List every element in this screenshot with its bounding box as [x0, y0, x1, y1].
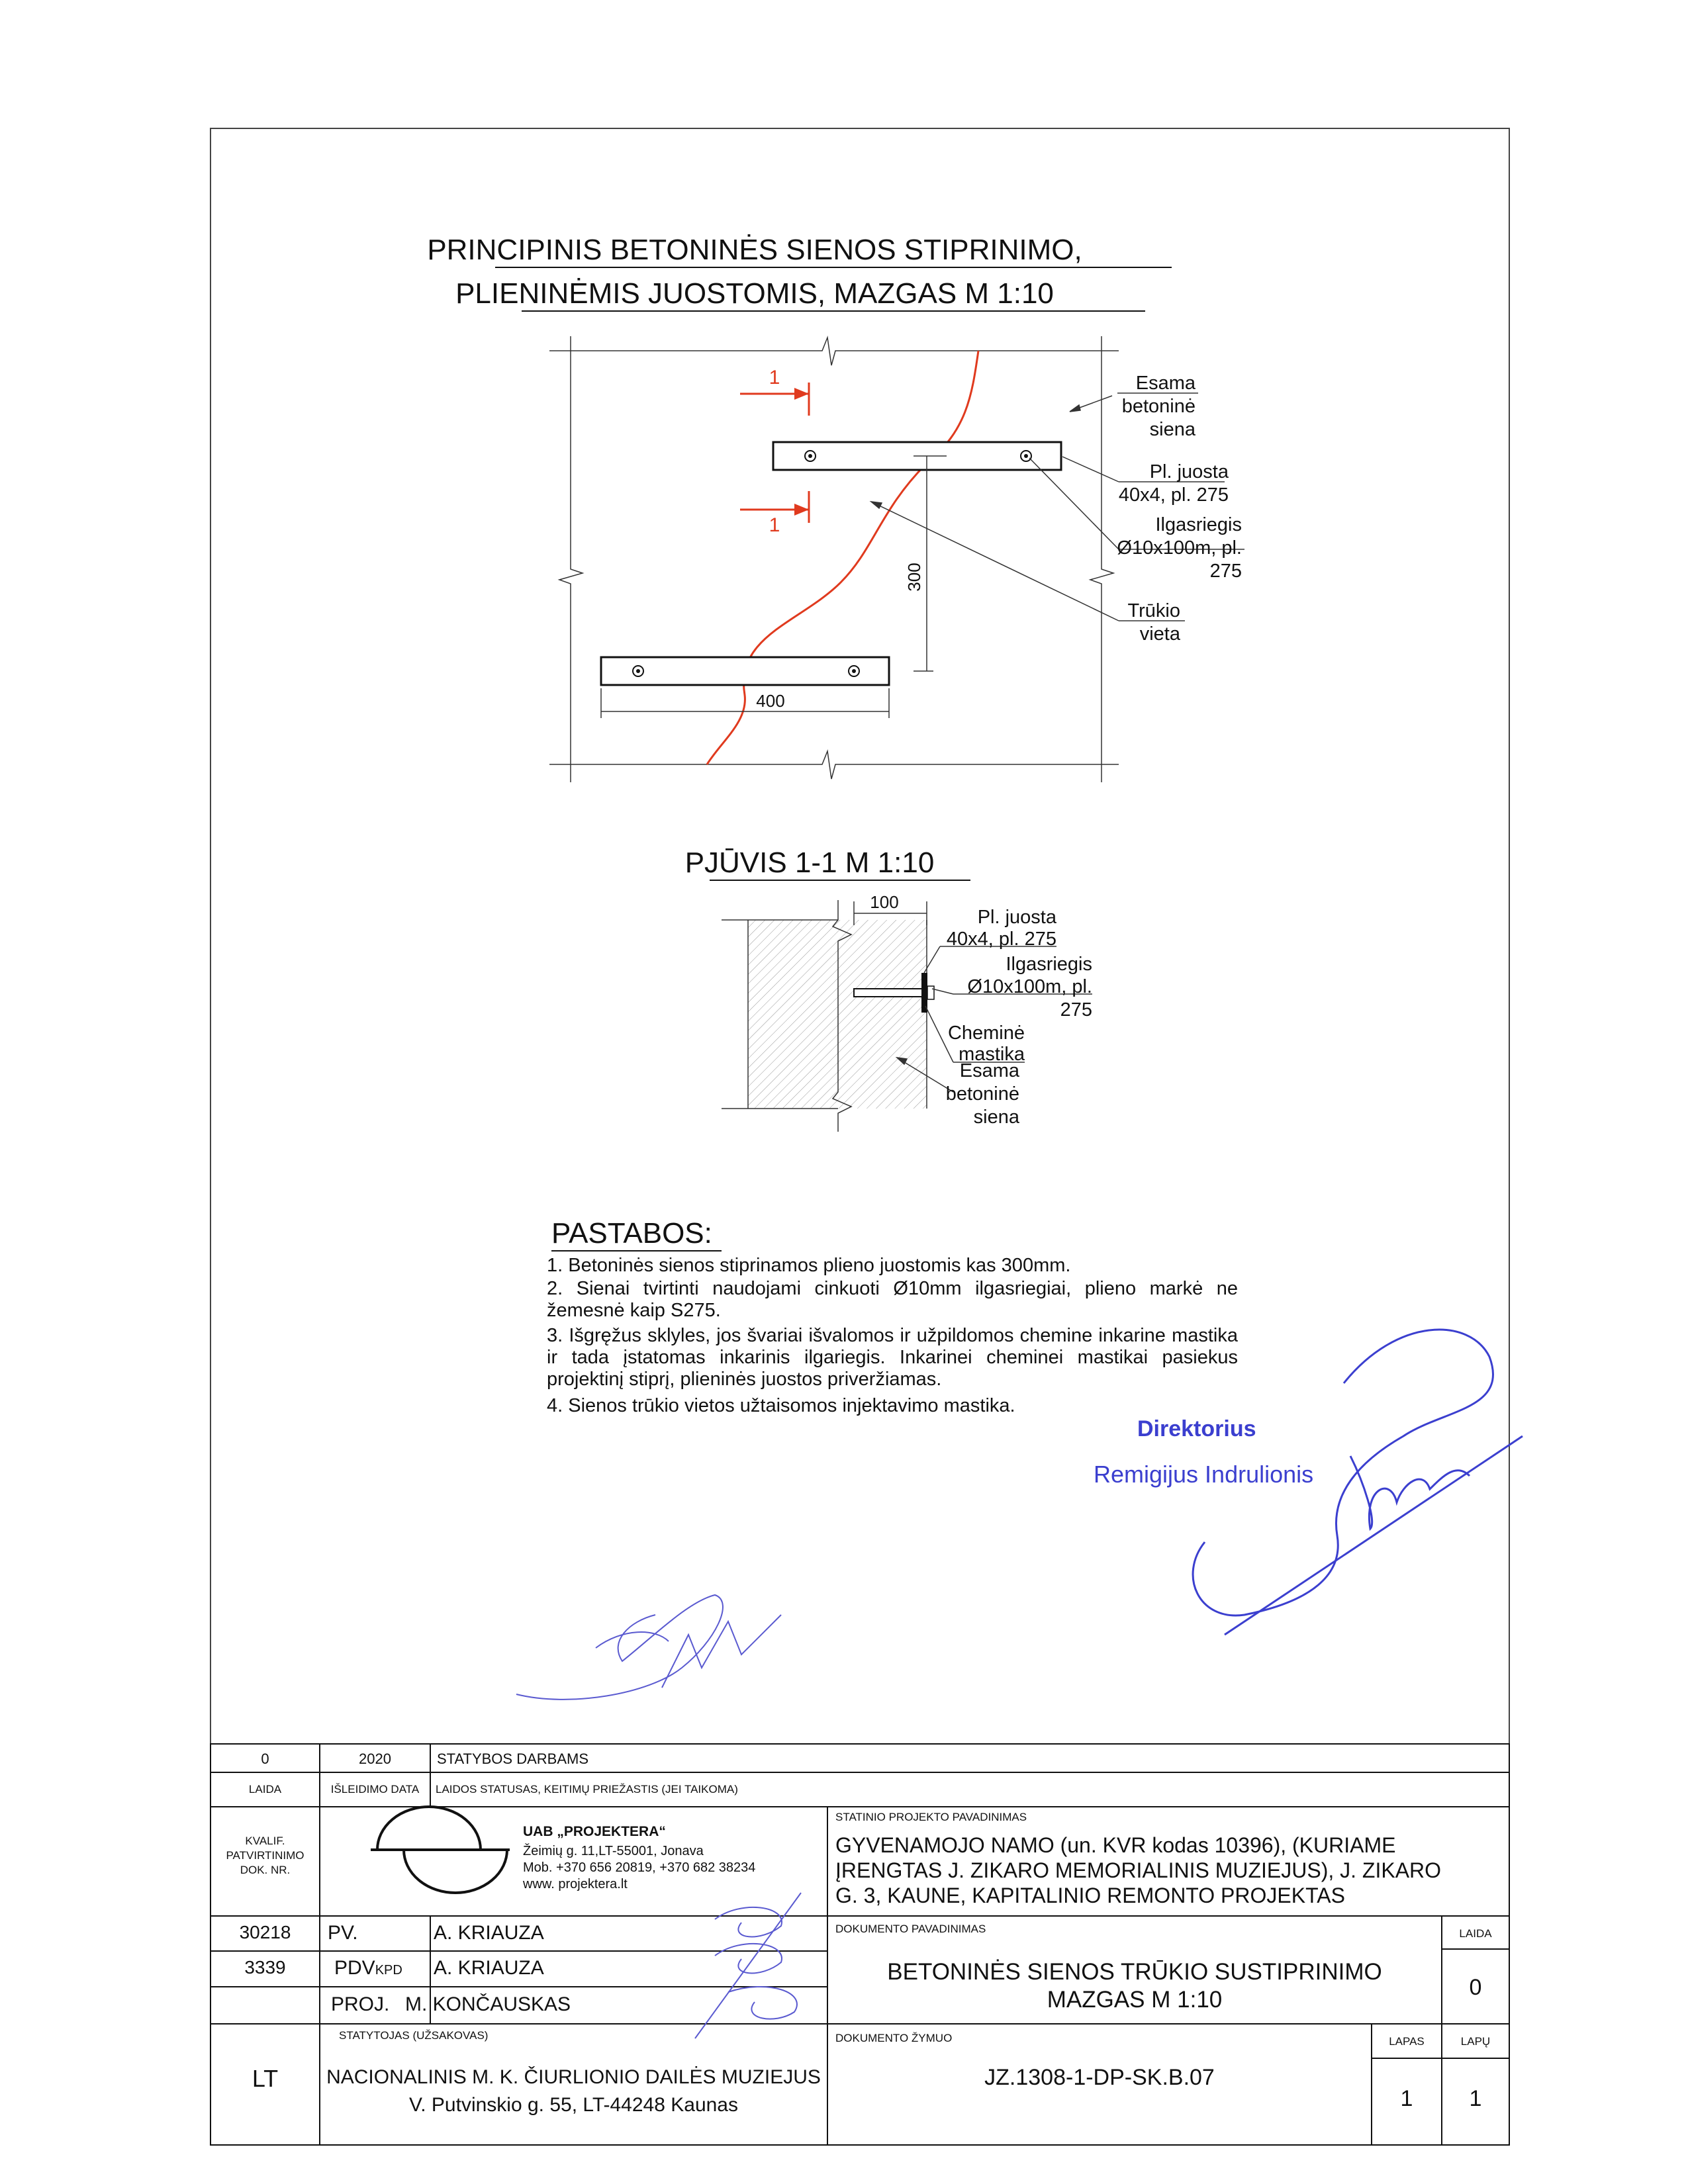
project-name-3: G. 3, KAUNE, KAPITALINIO REMONTO PROJEKTAS [835, 1884, 1345, 1907]
doc-code-label: DOKUMENTO ŽYMUO [835, 2032, 953, 2044]
lapas-value: 1 [1400, 2086, 1413, 2111]
section-label-strip-line2: 40x4, pl. 275 [946, 929, 1056, 950]
client-address: V. Putvinskio g. 55, LT-44248 Kaunas [408, 2094, 738, 2116]
section-marker-bottom: 1 [769, 514, 780, 536]
wall-outline [549, 336, 1119, 782]
project-name-1: GYVENAMOJO NAMO (un. KVR kodas 10396), (KURIAME [835, 1833, 1396, 1857]
section-label-mastic-line1: Cheminė [947, 1023, 1025, 1044]
rev-header-date: IŠLEIDIMO DATA [330, 1783, 420, 1796]
section-label-anchor-line1: Ilgasriegis [1006, 954, 1092, 975]
label-anchor-line1: Ilgasriegis [1155, 514, 1242, 535]
doc-code: JZ.1308-1-DP-SK.B.07 [984, 2065, 1215, 2090]
company-name: UAB „PROJEKTERA“ [523, 1824, 666, 1839]
notes-item-1: 1. Betoninės sienos stiprinamos plieno juostomis kas 300mm. [547, 1255, 1071, 1276]
notes-item-3: 3. Išgręžus sklyles, jos švariai išvalomos ir užpildomos chemine inkarine mastika ir tada įstatomas inkarinis ilgariegis. Inkarinei cheminei mastikai pasiekus projektinį stiprį, plieninės juostos priveržiamas. [547, 1325, 1238, 1390]
person-role-3: PROJ. [331, 1993, 390, 2015]
anchor-rod [854, 989, 927, 997]
laida-value: 0 [1469, 1975, 1482, 2000]
wall-section-hatch [748, 920, 927, 1109]
label-wall-line1: Esama [1135, 373, 1196, 394]
lapu-label: LAPŲ [1460, 2035, 1491, 2048]
qual-label-2: PATVIRTINIMO [226, 1849, 305, 1862]
label-anchor-line3: 275 [1209, 561, 1242, 582]
person-qual-1: 30218 [239, 1922, 291, 1942]
person-name-2: A. KRIAUZA [434, 1957, 544, 1979]
doc-name-2: MAZGAS M 1:10 [1047, 1987, 1223, 2013]
rev-status: STATYBOS DARBAMS [437, 1751, 589, 1767]
label-crack-line1: Trūkio [1127, 600, 1180, 621]
label-strip-line1: Pl. juosta [1149, 461, 1229, 482]
person-role-2-suffix: KPD [375, 1963, 402, 1978]
lapu-value: 1 [1469, 2086, 1482, 2111]
person-role-2 [334, 1957, 402, 1979]
crack-line [707, 351, 978, 764]
person-name-3: M. KONČAUSKAS [405, 1993, 571, 2015]
section-label-anchor-line3: 275 [1060, 999, 1092, 1021]
section-marker-top: 1 [769, 367, 780, 388]
person-qual-2: 3339 [244, 1957, 286, 1978]
rev-header-status: LAIDOS STATUSAS, KEITIMŲ PRIEŽASTIS (JEI TAIKOMA) [436, 1783, 738, 1796]
company-web: www. projektera.lt [523, 1877, 628, 1891]
section-label-wall-line1: Esama [959, 1060, 1019, 1081]
notes-title: PASTABOS: [551, 1217, 712, 1250]
rev-header-laida: LAIDA [248, 1783, 282, 1796]
client-label: STATYTOJAS (UŽSAKOVAS) [339, 2029, 489, 2042]
main-detail [427, 234, 1244, 782]
label-crack-line2: vieta [1139, 623, 1180, 645]
label-anchor-line2: Ø10x100m, pl. [1117, 537, 1242, 559]
section-detail [685, 846, 1092, 1132]
steel-plate [921, 973, 927, 1013]
laida-label: LAIDA [1459, 1927, 1492, 1940]
section-label-wall-line2: betoninė [945, 1083, 1019, 1105]
dim-horizontal: 400 [756, 691, 785, 711]
notes-item-2: 2. Sienai tvirtinti naudojami cinkuoti Ø10mm ilgasriegiai, plieno markė ne žemesnė kaip S275. [547, 1278, 1238, 1321]
notes-item-4: 4. Sienos trūkio vietos užtaisomos injektavimo mastika. [547, 1395, 1015, 1416]
section-title: PJŪVIS 1-1 M 1:10 [684, 846, 935, 879]
section-label-anchor-line2: Ø10x100m, pl. [967, 976, 1092, 997]
rev-date: 2020 [359, 1751, 391, 1767]
doc-name-label: DOKUMENTO PAVADINIMAS [835, 1923, 986, 1935]
label-wall-line3: siena [1149, 419, 1196, 440]
project-name-2: ĮRENGTAS J. ZIKARO MEMORIALINIS MUZIEJUS), J. ZIKARO [835, 1858, 1442, 1882]
drawing-title-line1: PRINCIPINIS BETONINĖS SIENOS STIPRINIMO, [427, 234, 1082, 266]
person-name-1: A. KRIAUZA [434, 1922, 544, 1944]
drawing-title-line2: PLIENINĖMIS JUOSTOMIS, MAZGAS M 1:10 [455, 277, 1054, 310]
label-wall-line2: betoninė [1121, 396, 1196, 417]
qual-label-1: KVALIF. [245, 1835, 285, 1847]
company-phone: Mob. +370 656 20819, +370 682 38234 [523, 1860, 756, 1875]
label-strip-line2: 40x4, pl. 275 [1118, 484, 1229, 506]
dim-vertical: 300 [904, 563, 924, 592]
qual-label-3: DOK. NR. [240, 1864, 291, 1876]
stamp-name: Remigijus Indrulionis [1094, 1461, 1314, 1488]
lapas-label: LAPAS [1389, 2035, 1425, 2048]
section-dim: 100 [870, 892, 899, 912]
stamp-role: Direktorius [1137, 1416, 1256, 1441]
company-logo [371, 1807, 510, 1893]
client-name: NACIONALINIS M. K. ČIURLIONIO DAILĖS MUZIEJUS [326, 2066, 821, 2088]
section-label-mastic-line2: mastika [959, 1044, 1025, 1065]
author-signature [516, 1595, 781, 1700]
pv-signatures [695, 1893, 801, 2038]
steel-strip-lower [601, 657, 889, 685]
company-address: Žeimių g. 11,LT-55001, Jonava [523, 1844, 704, 1858]
rev-laida: 0 [261, 1751, 269, 1767]
country-code: LT [252, 2065, 279, 2092]
project-label: STATINIO PROJEKTO PAVADINIMAS [835, 1811, 1027, 1823]
section-label-wall-line3: siena [973, 1107, 1019, 1128]
section-label-strip-line1: Pl. juosta [977, 907, 1056, 928]
person-role-1: PV. [328, 1922, 358, 1944]
doc-name-1: BETONINĖS SIENOS TRŪKIO SUSTIPRINIMO [887, 1959, 1382, 1985]
person-role-2-main: PDV [334, 1957, 375, 1979]
